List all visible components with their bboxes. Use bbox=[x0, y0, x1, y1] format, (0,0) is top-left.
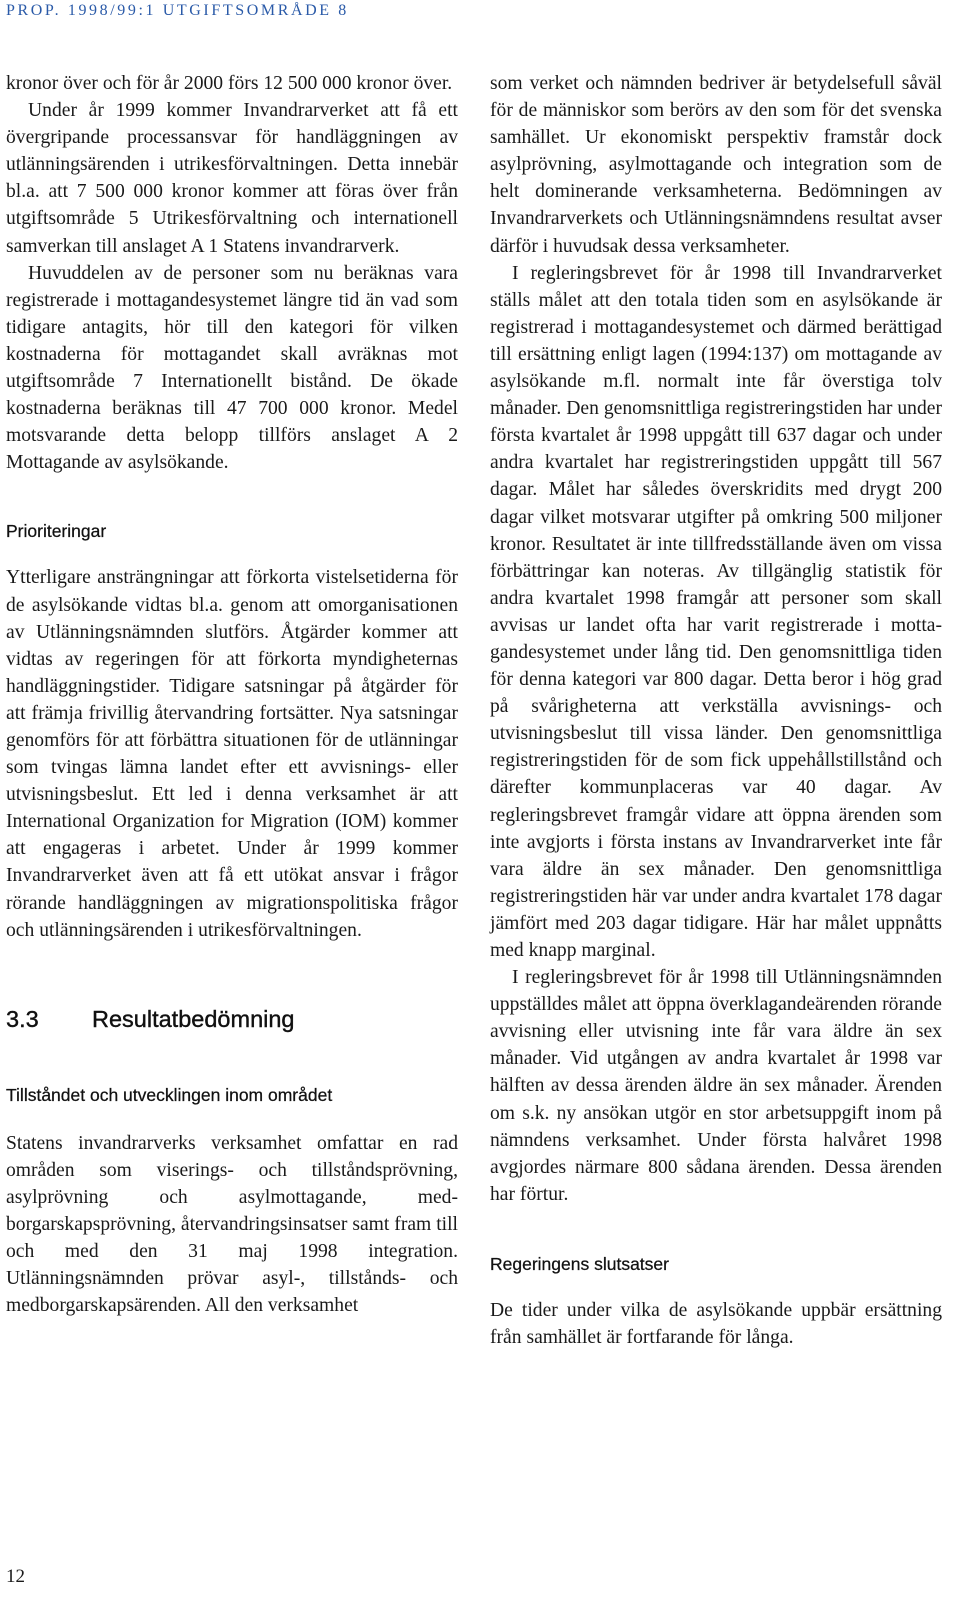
running-header: PROP. 1998/99:1 UTGIFTSOMRÅDE 8 bbox=[6, 2, 349, 19]
paragraph: Huvuddelen av de personer som nu beräknas vara registrerade i mottagandesystemet längre tid än vad som tidigare antagits, hör till den kategori för vilken kostnaderna för mottagandet skall avräknas mot utgiftsområde 7 Internationellt bistånd. De ökade kostnaderna beräknas till 47 700 000 kronor. Medel motsvarande detta belopp tillförs anslaget A 2 Mottagande av asylsökande. bbox=[6, 262, 458, 474]
right-column bbox=[490, 70, 942, 1351]
subheading-slutsatser: Regeringens slutsatser bbox=[490, 1253, 669, 1274]
paragraph: De tider under vilka de asylsökande uppbär ersättning från samhället är fortfarande för långa. bbox=[490, 1299, 942, 1349]
subheading-prioriteringar: Prioriteringar bbox=[6, 521, 107, 542]
section-heading bbox=[6, 1005, 458, 1033]
paragraph: Under år 1999 kommer Invandrarverket att få ett övergripande processansvar för handläggningen av utlänningsärenden i utrikesförvaltningen. Detta innebär bl.a. att 7 500 000 kronor kommer att föras över från utgiftsområde 5 Utrikesförvaltning och internationell samverkan till anslaget A 1 Statens invandrarverk. bbox=[6, 100, 458, 257]
paragraph: Statens invandrarverks verksamhet omfattar en rad områden som viserings- och tillståndsprövning, asylprövning och asylmottagande, medborgarskapsprövning, återvandringsinsatser samt fram till och med den 31 maj 1998 integration. Utlänningsnämnden prövar asyl-, tillstånds- och medborgarskapsärenden. All den verksamhet bbox=[6, 1132, 458, 1317]
page-number: 12 bbox=[6, 1566, 25, 1587]
section-title: Resultatbedömning bbox=[92, 1005, 295, 1032]
paragraph: som verket och nämnden bedriver är betydelsefull såväl för de människor som berörs av den som för det svenska samhället. Ur ekonomiskt perspektiv framstår dock asylprövning, asylmottagande och integration som de helt dominerande verksamheterna. Bedömningen av Invandrarverkets och Utlänningsnämndens resultat avser därför i huvudsak dessa verksamheter. bbox=[490, 73, 942, 257]
paragraph: I regleringsbrevet för år 1998 till Invandrarverket ställs målet att den totala tiden som en asylsökande är registrerad i mottagandesystemet och därmed berättigad till ersättning enligt lagen (1994:137) om mottagande av asylsökande m.fl. normalt inte får överstiga tolv månader. Den genomsnittliga registreringstiden har under första kvartalet år 1998 uppgått till 637 dagar och under andra kvartalet har registreringstiden uppgått till 567 dagar. Målet har således överskridits med drygt 200 dagar vilket motsvarar utgifter på omkring 500 miljoner kronor. Resultatet är inte tillfredsställande även om vissa förbättringar kan noteras. Av tillgänglig statistik för andra kvartalet 1998 framgår att personer som skall avvisas ur landet ofta har varit registrerade i mottagandesystemet under lång tid. Den genomsnittliga tiden för denna kategori var 800 dagar. Detta beror i hög grad på svårigheterna att verkställa avvisnings- och utvisningsbeslut till vissa länder. Den genomsnittliga registreringstiden för de som fick uppehållstillstånd och därefter kommunplaceras var 40 dagar. Av regleringsbrevet framgår vidare att öppna ärenden som inte avgjorts i första instans av Invandrarverket inte får vara äldre än sex månader. Den genomsnittliga registreringstiden här var under andra kvartalet 178 dagar jämfört med 203 dagar tidigare. Här har målet uppnåtts med knapp marginal. bbox=[490, 262, 942, 961]
paragraph: kronor över och för år 2000 förs 12 500 000 kronor över. bbox=[6, 73, 453, 94]
subheading-tillstandet: Tillståndet och utvecklingen inom området bbox=[6, 1084, 333, 1105]
paragraph: Ytterligare ansträngningar att förkorta vistelsetiderna för de asylsökande vidtas bl.a. genom att omorganisationen av Utlänningsnämnden slutförs. Åtgärder kommer att vidtas av regeringen för att förkorta myndigheternas handläggningstider. Tidigare satsningar på åtgärder för att främja frivillig återvandring fortsätter. Nya satsningar genomförs för att förbättra situationen för de utlänningar som tvingas lämna landet efter ett avvisnings- eller utvisningsbeslut. Ett led i denna verksamhet är att International Organization for Migration (IOM) kommer att engageras i arbetet. Under år 1999 kommer Invandrarverket även att få ett utökat ansvar i frågor rörande handläggningen av migrationspolitiska frågor och utlänningsärenden i utrikesförvaltningen. bbox=[6, 567, 458, 941]
paragraph: I regleringsbrevet för år 1998 till Utlänningsnämnden uppställdes målet att öppna överklagandeärenden rörande avvisning eller utvisning inte får vara äldre än sex månader. Vid utgången av andra kvartalet år 1998 var hälften av dessa ärenden äldre än sex månader. Ärenden om s.k. ny ansökan utgör en stor arbetsuppgift inom på nämndens verksamhet. Under första halvåret 1998 avgjordes närmare 800 sådana ärenden. Dessa ärenden har förtur. bbox=[490, 967, 942, 1205]
section-number: 3.3 bbox=[6, 1005, 39, 1032]
left-column bbox=[6, 70, 458, 1319]
